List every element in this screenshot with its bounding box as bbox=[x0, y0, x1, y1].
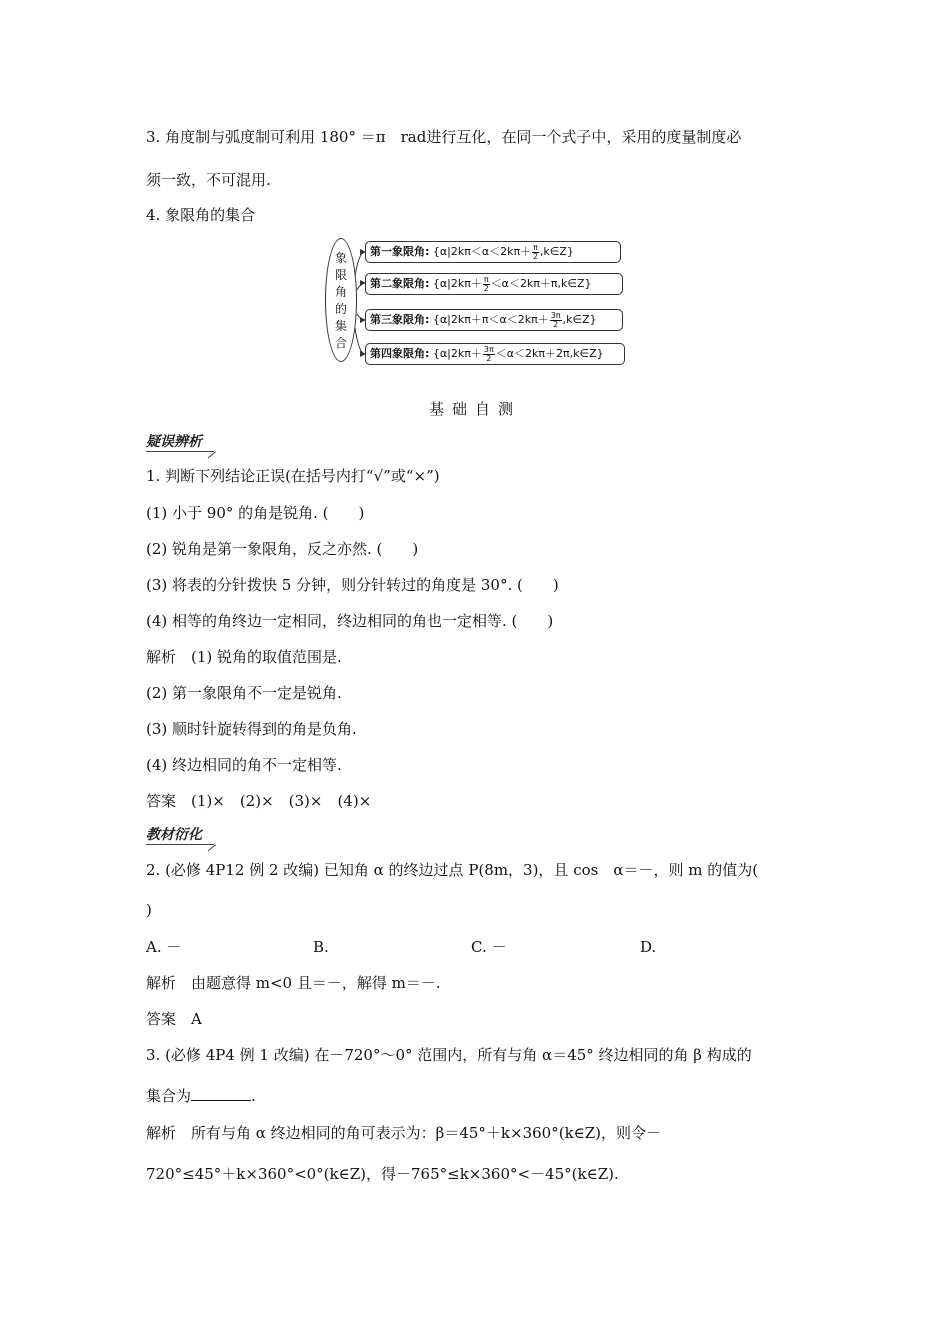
diagram-center-char: 的 bbox=[334, 302, 347, 316]
quadrant-3-post: ,k∈Z} bbox=[562, 313, 597, 326]
quadrant-3-frac-num: 3π bbox=[550, 310, 561, 320]
quadrant-1-fraction bbox=[532, 244, 539, 261]
quadrant-4-box bbox=[365, 343, 625, 365]
quadrant-1-frac-num: π bbox=[533, 242, 538, 252]
quadrant-3-pre: {α|2kπ＋π＜α＜2kπ＋ bbox=[432, 313, 549, 326]
option-d: D. bbox=[640, 938, 657, 956]
quadrant-1-label: 第一象限角: bbox=[370, 245, 430, 258]
q1-item-2: (2) 锐角是第一象限角，反之亦然. ( ) bbox=[146, 540, 419, 558]
diagram-center-char: 集 bbox=[334, 319, 347, 333]
q1-answer: 答案 (1)× (2)× (3)× (4)× bbox=[146, 792, 372, 810]
quadrant-3-frac-den: 2 bbox=[553, 319, 559, 329]
quadrant-set-diagram bbox=[325, 236, 635, 368]
q2-analysis: 解析 由题意得 m<0 且＝－，解得 m＝－. bbox=[146, 974, 441, 992]
question-1: 1. 判断下列结论正误(在括号内打“√”或“×”) bbox=[146, 467, 440, 485]
paragraph-3-line1: 3. 角度制与弧度制可利用 180° ＝π rad进行互化，在同一个式子中，采用的度量制度必 bbox=[146, 128, 742, 146]
quadrant-4-frac-num: 3π bbox=[483, 344, 494, 354]
question-3-line1: 3. (必修 4P4 例 1 改编) 在－720°～0° 范围内，所有与角 α＝45° 终边相同的角 β 构成的 bbox=[146, 1046, 752, 1064]
q1-analysis-4: (4) 终边相同的角不一定相等. bbox=[146, 756, 342, 774]
quadrant-1-post: ,k∈Z} bbox=[539, 245, 574, 258]
quadrant-3-box bbox=[365, 309, 623, 331]
q2-answer: 答案 A bbox=[146, 1010, 202, 1028]
section-title: 基础自测 bbox=[428, 400, 521, 418]
quadrant-3-fraction bbox=[550, 312, 562, 329]
q1-analysis-1: 解析 (1) 锐角的取值范围是. bbox=[146, 648, 342, 666]
option-b: B. bbox=[313, 938, 329, 956]
question-2-line2: ) bbox=[146, 901, 152, 919]
q1-item-1: (1) 小于 90° 的角是锐角. ( ) bbox=[146, 504, 365, 522]
q1-item-4: (4) 相等的角终边一定相同，终边相同的角也一定相等. ( ) bbox=[146, 612, 554, 630]
quadrant-4-fraction bbox=[483, 346, 495, 363]
quadrant-1-frac-den: 2 bbox=[532, 251, 539, 261]
option-c: C. － bbox=[471, 938, 507, 956]
quadrant-2-post: ＜α＜2kπ＋π,k∈Z} bbox=[490, 277, 592, 290]
section-tag-1: 疑误辨析 bbox=[146, 431, 214, 452]
q1-item-3: (3) 将表的分针拨快 5 分钟，则分针转过的角度是 30°. ( ) bbox=[146, 576, 559, 594]
quadrant-1-box bbox=[365, 241, 621, 263]
question-2-line1: 2. (必修 4P12 例 2 改编) 已知角 α 的终边过点 P(8m，3)，且 cos α＝－，则 m 的值为( bbox=[146, 861, 759, 879]
paragraph-3-line2: 须一致，不可混用. bbox=[146, 171, 271, 189]
q3-analysis-line2: 720°≤45°＋k×360°<0°(k∈Z)，得－765°≤k×360°<－45°(k∈Z). bbox=[146, 1165, 619, 1183]
paragraph-4-heading: 4. 象限角的集合 bbox=[146, 206, 256, 224]
q1-analysis-2: (2) 第一象限角不一定是锐角. bbox=[146, 684, 342, 702]
quadrant-4-label: 第四象限角: bbox=[370, 347, 430, 360]
diagram-center-char: 限 bbox=[334, 268, 347, 282]
quadrant-2-box bbox=[365, 273, 623, 295]
quadrant-2-label: 第二象限角: bbox=[370, 277, 430, 290]
q3-prefix: 集合为 bbox=[146, 1087, 192, 1105]
quadrant-4-post: ＜α＜2kπ＋2π,k∈Z} bbox=[495, 347, 604, 360]
quadrant-1-pre: {α|2kπ＜α＜2kπ＋ bbox=[432, 245, 532, 258]
q3-answer-blank bbox=[191, 1086, 251, 1101]
diagram-center-label bbox=[325, 250, 357, 352]
q3-suffix: . bbox=[251, 1087, 256, 1105]
diagram-center-char: 合 bbox=[334, 336, 347, 350]
quadrant-4-pre: {α|2kπ＋ bbox=[432, 347, 482, 360]
quadrant-3-label: 第三象限角: bbox=[370, 313, 430, 326]
quadrant-2-frac-den: 2 bbox=[483, 283, 489, 293]
section-tag-2: 教材衍化 bbox=[146, 824, 214, 845]
quadrant-2-fraction bbox=[483, 276, 490, 293]
question-3-line2 bbox=[146, 1086, 256, 1106]
quadrant-2-pre: {α|2kπ＋ bbox=[432, 277, 482, 290]
diagram-center-char: 角 bbox=[334, 285, 347, 299]
quadrant-4-frac-den: 2 bbox=[486, 353, 492, 363]
q1-analysis-3: (3) 顺时针旋转得到的角是负角. bbox=[146, 720, 357, 738]
q3-analysis-line1: 解析 所有与角 α 终边相同的角可表示为：β＝45°＋k×360°(k∈Z)，则令－ bbox=[146, 1124, 662, 1142]
quadrant-2-frac-num: π bbox=[483, 274, 489, 284]
diagram-center-char: 象 bbox=[334, 251, 347, 265]
option-a: A. － bbox=[146, 938, 182, 956]
